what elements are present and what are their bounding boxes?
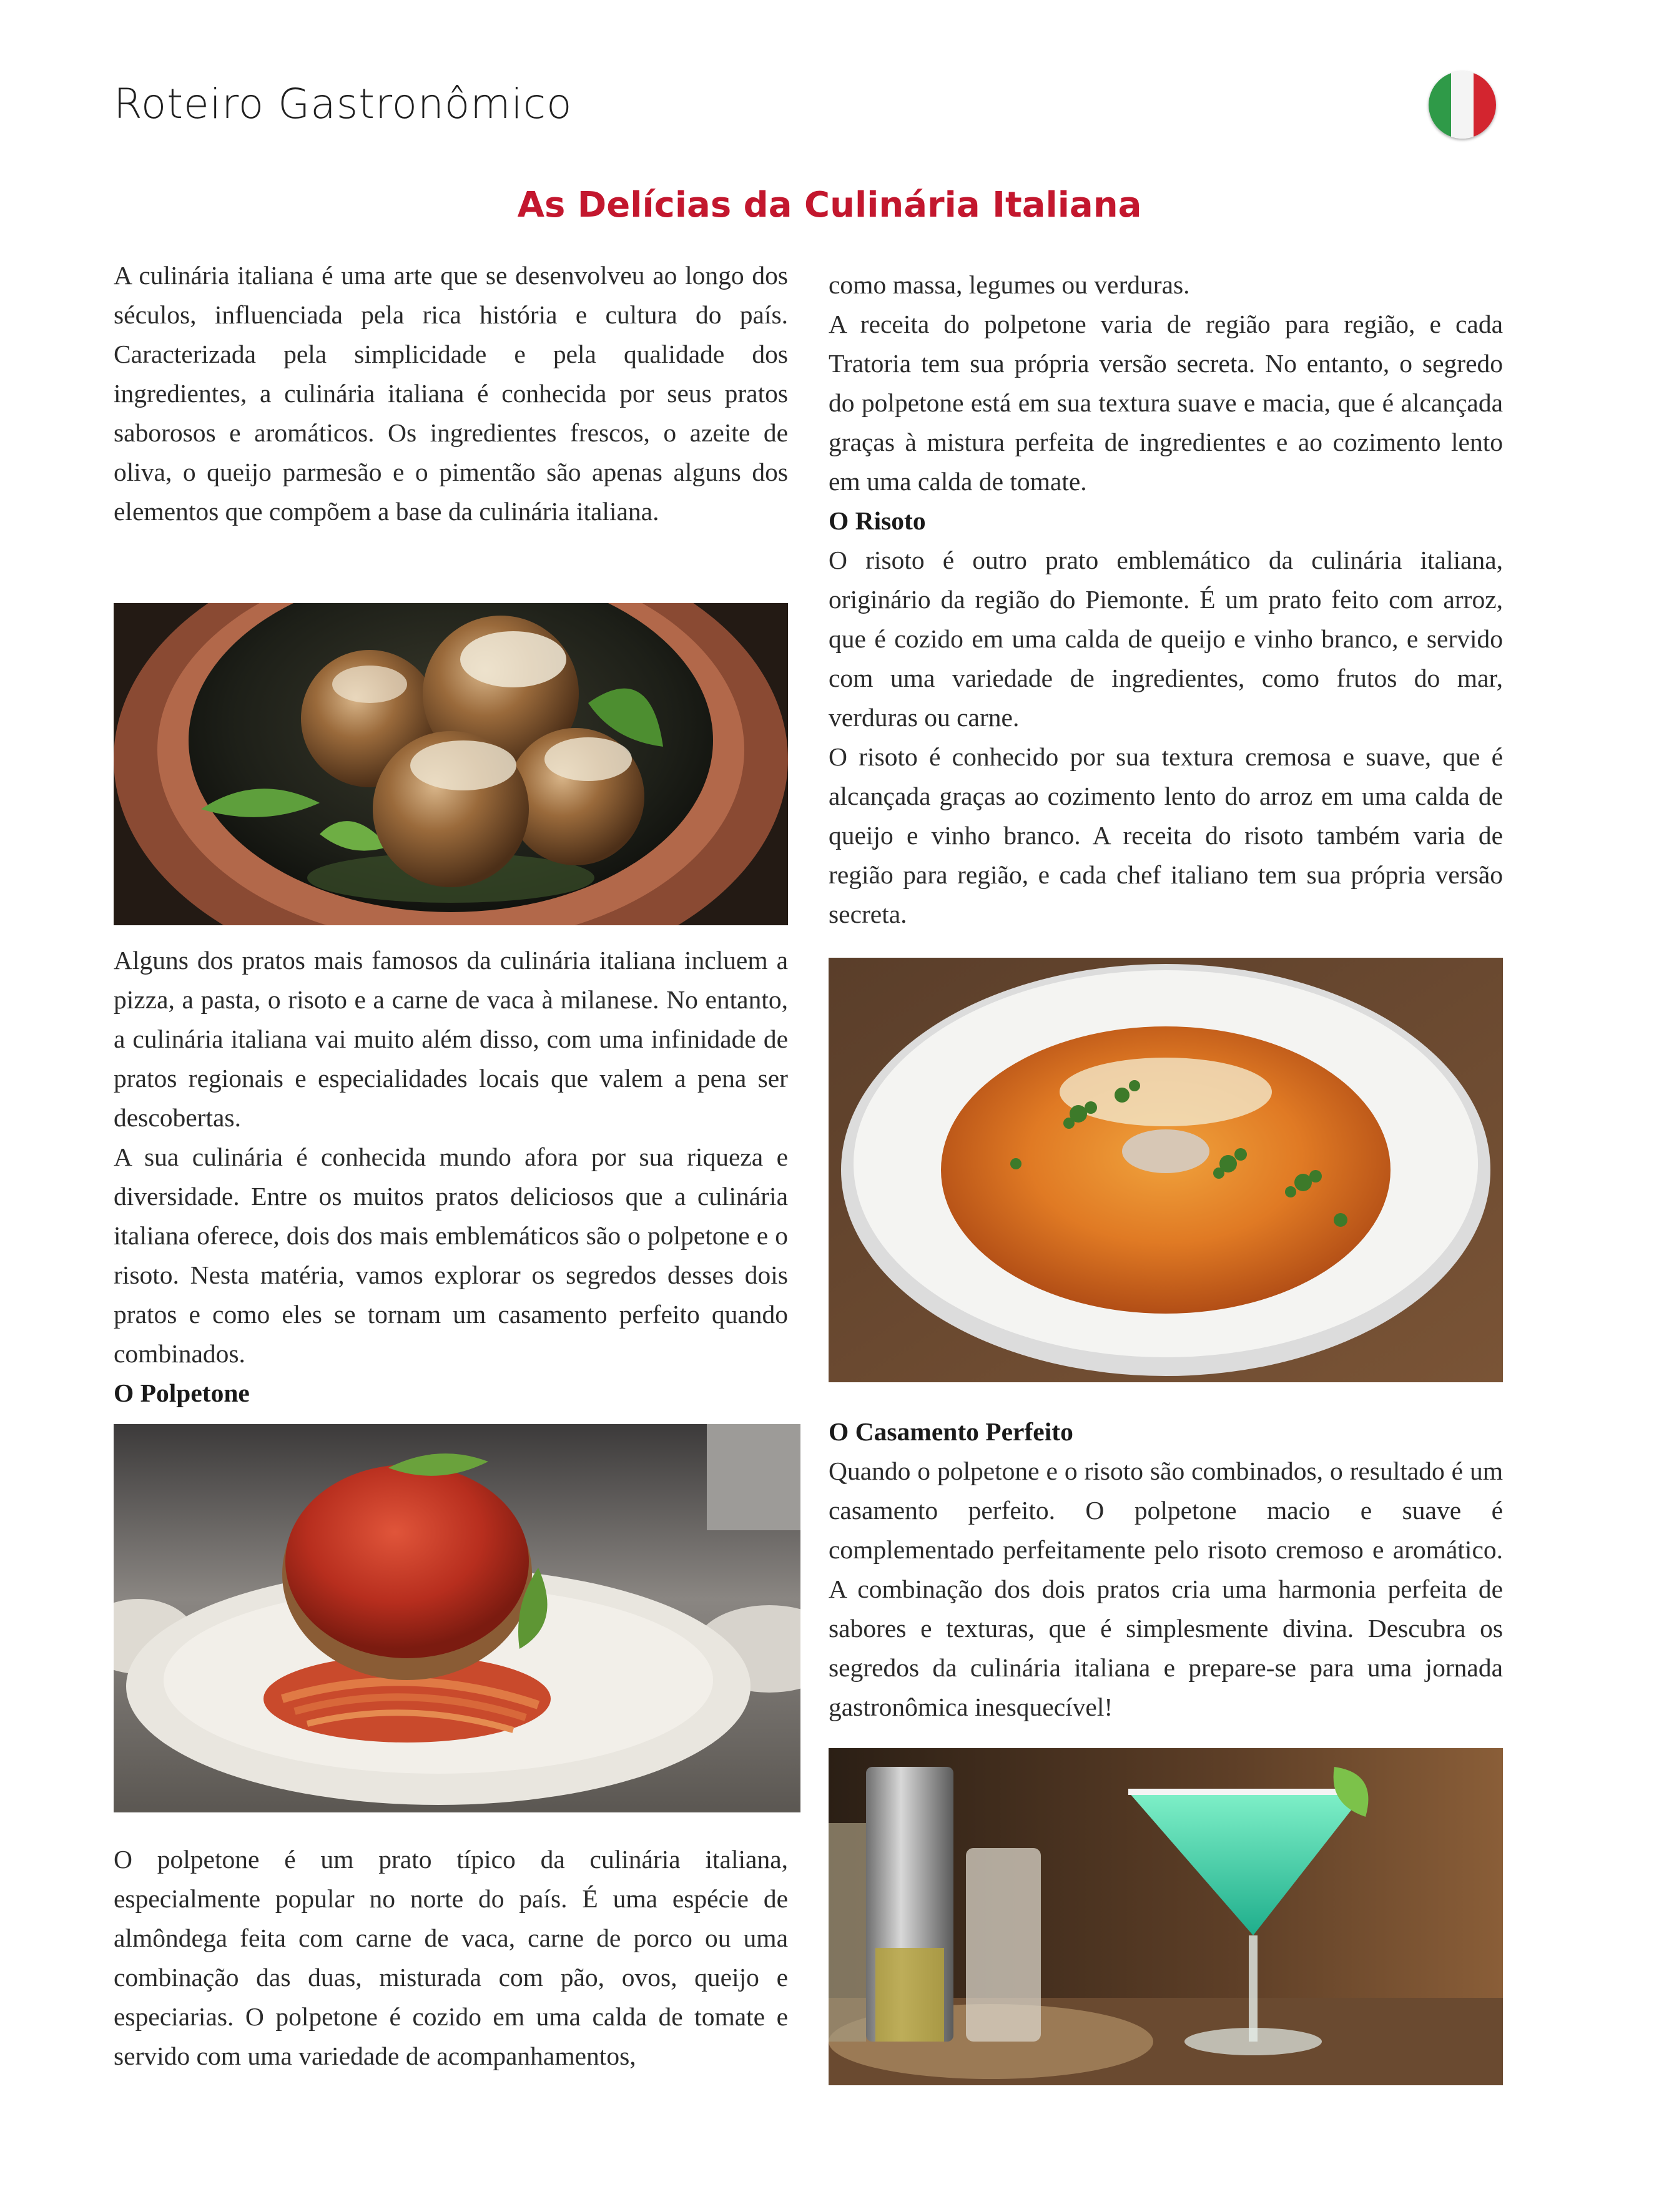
casamento-block (829, 1412, 1503, 1727)
intro-block (114, 256, 788, 531)
polpetone-continuation-block (829, 265, 1503, 934)
polpetone-continuation: como massa, legumes ou verduras. (829, 270, 1190, 299)
arancini-photo (114, 603, 788, 925)
risoto-paragraph-1: O risoto é outro prato emblemático da culinária italiana, originário da região do Piemonte. É um prato feito com arroz, que é cozido em uma calda de queijo e vinho branco, e servido com uma variedade de ingredientes, como frutos do mar, verduras ou carne. (829, 546, 1503, 732)
polpetone-paragraph: O polpetone é um prato típico da culinária italiana, especialmente popular no norte do país. É uma espécie de almôndega feita com carne de vaca, carne de porco ou uma combinação das duas, misturada com pão, ovos, queijo e especiarias. O polpetone é cozido em uma calda de tomate e servido com uma variedade de acompanhamentos, (114, 1845, 788, 2070)
risoto-photo (829, 958, 1503, 1382)
article-title: As Delícias da Culinária Italiana (517, 185, 1142, 225)
casamento-paragraph: Quando o polpetone e o risoto são combinados, o resultado é um casamento perfeito. O polpetone macio e suave é complementado perfeitamente pelo risoto cremoso e aromático. A combinação dos dois pratos cria uma harmonia perfeita de sabores e texturas, que é simplesmente divina. Descubra os segredos da culinária italiana e prepare-se para uma jornada gastronômica inesquecível! (829, 1457, 1503, 1721)
cocktail-photo (829, 1748, 1503, 2085)
polpetone-block (114, 1840, 788, 2076)
intro-paragraph: A culinária italiana é uma arte que se desenvolveu ao longo dos séculos, influenciada pela rica história e cultura do país. Caracterizada pela simplicidade e pela qualidade dos ingredientes, a culinária italiana é conhecida por seus pratos saborosos e aromáticos. Os ingredientes frescos, o azeite de oliva, o queijo parmesão e o pimentão são apenas alguns dos elementos que compõem a base da culinária italiana. (114, 261, 788, 526)
risoto-paragraph-2: O risoto é conhecido por sua textura cremosa e suave, que é alcançada graças ao cozimento lento do arroz em uma calda de queijo e vinho branco. A receita do risoto também varia de região para região, e cada chef italiano tem sua própria versão secreta. (829, 742, 1503, 928)
famous-dishes-block (114, 941, 788, 1413)
casamento-heading: O Casamento Perfeito (829, 1417, 1073, 1446)
flag-white-stripe (1451, 71, 1474, 139)
famous-paragraph-2: A sua culinária é conhecida mundo afora por sua riqueza e diversidade. Entre os muitos pratos deliciosos que a culinária italiana oferece, dois dos mais emblemáticos são o polpetone e o risoto. Nesta matéria, vamos explorar os segredos desses dois pratos e como eles se tornam um casamento perfeito quando combinados. (114, 1143, 788, 1368)
famous-paragraph-1: Alguns dos pratos mais famosos da culinária italiana incluem a pizza, a pasta, o risoto e a carne de vaca à milanese. No entanto, a culinária italiana vai muito além disso, com uma infinidade de pratos regionais e especialidades locais que valem a pena ser descobertas. (114, 946, 788, 1132)
polpetone-paragraph-2: A receita do polpetone varia de região para região, e cada Tratoria tem sua própria versão secreta. No entanto, o segredo do polpetone está em sua textura suave e macia, que é alcançada graças à mistura perfeita de ingredientes e ao cozimento lento em uma calda de tomate. (829, 310, 1503, 496)
section-title: Roteiro Gastronômico (114, 80, 573, 128)
risoto-heading: O Risoto (829, 506, 926, 535)
italy-flag-icon (1429, 71, 1496, 139)
flag-red-stripe (1474, 71, 1496, 139)
flag-green-stripe (1429, 71, 1451, 139)
polpetone-photo (114, 1424, 800, 1812)
polpetone-heading: O Polpetone (114, 1379, 250, 1407)
